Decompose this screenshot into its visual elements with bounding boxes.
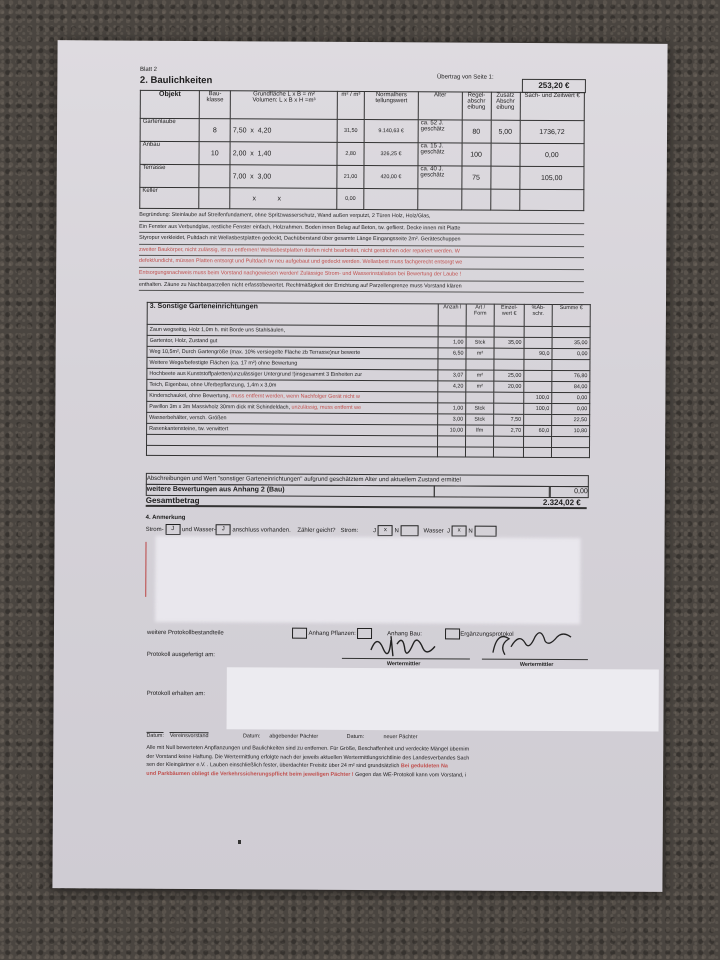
row-width: x — [277, 195, 281, 203]
anhang-pflanzen-label: Anhang Pflanzen: — [308, 630, 356, 638]
row-objekt: Anbau — [140, 141, 199, 164]
garden-item-art — [465, 447, 493, 458]
table-row — [140, 141, 584, 166]
row-bauklasse: 10 — [199, 142, 230, 165]
row-length: 7,00 — [232, 172, 247, 180]
garden-item-einzelwert: 7,50 — [494, 414, 524, 425]
garden-item-label: Kinderschaukel, ohne Bewertung, — [149, 392, 232, 400]
garden-item-anzahl — [437, 446, 465, 457]
row-herstellungswert: 9.140,63 € — [364, 119, 418, 142]
row-herstellungswert — [364, 188, 418, 209]
table-row — [140, 118, 584, 143]
anhang-value: 0,00 — [549, 486, 589, 498]
wasser-label: und Wasser- — [181, 527, 216, 534]
row-regel: 80 — [462, 120, 491, 143]
garden-item-summe: 35,00 — [552, 337, 590, 348]
garden-item-anzahl: 4,20 — [438, 381, 466, 392]
garden-item-art: m² — [466, 348, 494, 359]
garden-title: 3. Sonstige Garteneinrichtungen — [147, 302, 438, 326]
garden-item-abschreibung — [524, 359, 552, 370]
row-zusatz — [490, 166, 519, 189]
garden-item-abschreibung — [524, 326, 552, 337]
garden-item-label: Gartentor, Holz, Zustand gut — [149, 337, 218, 345]
garden-item-text — [147, 357, 438, 370]
garden-item-warning: muss entfernt werden, wenn Nachfolger Gerät nicht w — [231, 393, 360, 400]
garden-item-summe — [551, 447, 589, 458]
garden-item-text — [147, 412, 438, 425]
garden-item-einzelwert — [494, 403, 524, 414]
garden-item-summe: 10,80 — [552, 425, 590, 436]
row-grundflaeche — [230, 142, 337, 166]
redaction-edge — [145, 542, 150, 597]
row-bauklasse: 8 — [199, 119, 230, 142]
garden-item-summe: 0,00 — [552, 392, 590, 403]
garden-item-art: Stck — [466, 414, 494, 425]
anschluss-label: anschluss vorhanden. — [232, 527, 291, 534]
redaction-block — [155, 536, 580, 624]
vereinsvorstand-label: Vereinsvorstand — [169, 732, 209, 740]
anhang-spacer — [434, 485, 551, 498]
row-times: x — [250, 172, 254, 180]
zaehler-label: Zähler geicht? — [297, 527, 336, 534]
garden-item-abschreibung — [523, 447, 551, 458]
row-zusatz — [490, 189, 519, 210]
row-zeitwert — [519, 189, 583, 210]
garden-item-label: Rasenkantensteine, tw. verwittert — [149, 425, 229, 433]
begruendung-line: Begründung: Steinlaube auf Streifenfundament, ohne Spritzwasserschutz, Wand außen verputzt, 2 Türen Holz, Holz/Glas, — [139, 210, 584, 224]
header-alter: Alter — [418, 92, 462, 120]
row-alter: ca. 40 J. geschätz — [418, 166, 462, 189]
garden-item-anzahl: 10,00 — [438, 425, 466, 436]
garden-item-text — [146, 445, 437, 457]
footer-block — [146, 744, 593, 781]
strom-j-label: J — [373, 528, 377, 535]
anhang-pflanzen-checkbox[interactable] — [292, 628, 307, 639]
garden-item-label: Weg 10,5m², Durch Gartengröße (max. 10% versiegelte Fläche zb Terrasse)nur bewerte — [149, 348, 361, 356]
garden-item-abschreibung — [524, 337, 552, 348]
row-length: 7,50 — [232, 126, 247, 134]
garden-item-art — [466, 436, 494, 447]
garden-item-art: Stck — [466, 403, 494, 414]
row-width: 1,40 — [257, 149, 272, 158]
row-area: 21,00 — [337, 165, 364, 188]
table-row — [146, 445, 589, 458]
wertermittler-label-2: Wertermittler — [519, 661, 554, 668]
garden-item-text — [147, 335, 438, 348]
garden-item-anzahl — [438, 436, 466, 447]
wasser-j-checkbox[interactable]: x — [452, 525, 467, 536]
garden-item-einzelwert — [494, 392, 524, 403]
footer-line-tail: Gegen das WE-Protokoll kann vom Vorstand, i — [355, 771, 467, 779]
row-bauklasse — [199, 188, 230, 209]
row-regel: 100 — [462, 143, 491, 166]
row-grundflaeche — [230, 188, 337, 210]
garden-item-text — [147, 368, 438, 381]
garden-item-summe: 0,00 — [552, 403, 590, 414]
garden-item-label: Weitere Wege/befestigte Flächen (ca. 17 m²) ohne Bewertung — [149, 359, 298, 367]
strom-n-label: N — [394, 528, 399, 535]
garden-item-abschreibung: 60,0 — [524, 425, 552, 436]
garden-header-row — [147, 302, 590, 326]
garden-item-summe — [552, 436, 590, 447]
garden-item-art: m² — [466, 381, 494, 392]
garden-item-label: Teich, Eigenbau, ohne Uferbepflanzung, 1,4m x 3,0m — [149, 381, 277, 389]
row-objekt: Keller — [140, 187, 199, 208]
header-art: Art / Form — [466, 304, 494, 326]
garden-item-abschreibung: 100,0 — [524, 392, 552, 403]
garden-item-summe: 76,80 — [552, 370, 590, 381]
garden-item-einzelwert — [494, 326, 524, 337]
footer-line-red: und Parkbäumen obliegt die Verkehrssicherungspflicht beim jeweiligen Pächter ! — [146, 770, 356, 778]
row-regel — [461, 189, 490, 210]
garden-item-einzelwert: 25,00 — [494, 370, 524, 381]
table-row — [140, 187, 584, 210]
anmerkung-title: 4. Anmerkung — [145, 514, 186, 522]
garden-item-einzelwert — [493, 447, 523, 458]
anmerkung-line — [146, 524, 497, 537]
anhang-label: weitere Bewertungen aus Anhang 2 (Bau) — [146, 484, 435, 498]
protokoll-bestandteile-line — [147, 627, 514, 640]
carry-over-label: Übertrag von Seite 1: — [436, 74, 494, 81]
garden-item-einzelwert: 35,00 — [494, 337, 524, 348]
garden-item-einzelwert — [494, 436, 524, 447]
garden-item-abschreibung — [524, 381, 552, 392]
row-times: x — [250, 149, 254, 157]
header-regelabschreibung: Regel-abschr eibung — [462, 92, 491, 120]
header-zusatzabschreibung: Zusatz Abschr eibung — [491, 92, 520, 120]
row-length: x — [252, 194, 257, 202]
row-zusatz — [491, 143, 520, 166]
garden-item-summe — [552, 359, 590, 370]
row-alter: ca. 15 J. geschätz — [418, 143, 462, 166]
begruendung-line: Ein Fenster aus Verbundglas, restliche Fenster einfach, Holzrahmen. Boden innen Belag auf Beton, tw. gefliest. Decke innen mit Platte — [139, 221, 584, 235]
row-length: 2,00 — [232, 149, 247, 157]
page-mark — [238, 840, 241, 844]
garden-item-anzahl: 1,00 — [438, 337, 466, 348]
gesamt-row — [146, 496, 587, 509]
garden-item-abschreibung: 90,0 — [524, 348, 552, 359]
datum-label-3: Datum: — [346, 733, 365, 741]
row-bauklasse — [199, 165, 230, 188]
garden-item-anzahl: 1,00 — [438, 403, 466, 414]
garden-item-summe: 22,50 — [552, 414, 590, 425]
row-objekt: Gartenlaube — [140, 118, 199, 141]
wasser-n-label: N — [468, 528, 473, 535]
ergaenzung-checkbox[interactable] — [445, 628, 460, 639]
abschreibung-note: Abschreibungen und Wert "sonstiger Garteneinrichtungen" aufgrund geschätztem Alter und aktuellem Zustand ermittel — [146, 473, 589, 487]
row-alter — [418, 189, 462, 210]
signature-1 — [367, 630, 447, 660]
neuer-label: neuer Pächter — [383, 734, 418, 741]
garden-rows — [146, 324, 590, 458]
section-title-buildings: 2. Baulichkeiten — [139, 74, 213, 87]
header-bauklasse: Bau-klasse — [199, 91, 230, 119]
footer-line-red: Bei geduldeten Na — [400, 763, 448, 770]
garden-item-abschreibung: 100,0 — [524, 403, 552, 414]
footer-line: der Vorstand keine Haftung. Die Wertermittlung erfolgte nach der jeweils aktuellen Wertermittlungsrichtlinie des Landesverbandes Sach — [146, 753, 470, 762]
begruendung-line: defekt/undicht, müssen Platten entsorgt und Pultdach tw neu aufgebaut und gedeckt werden. Wellasbest muss fachgerecht entsorgt we — [139, 256, 584, 270]
row-zeitwert: 0,00 — [520, 143, 585, 166]
header-einzelwert: Einzel-wert € — [494, 304, 524, 326]
ausgefertigt-label: Protokoll ausgefertigt am: — [146, 651, 215, 659]
carry-over-value: 253,20 € — [522, 79, 586, 93]
garden-item-art — [466, 326, 494, 337]
garden-item-art — [466, 359, 494, 370]
garden-item-einzelwert: 2,70 — [494, 425, 524, 436]
abgebender-label: abgebender Pächter — [269, 733, 319, 740]
garden-item-text — [147, 346, 438, 359]
header-abschreibung: %Ab-schr. — [524, 304, 552, 326]
row-regel: 75 — [461, 166, 490, 189]
table-row — [140, 164, 584, 189]
header-summe: Summe € — [552, 304, 590, 326]
gesamt-label: Gesamtbetrag — [145, 495, 200, 506]
garden-item-einzelwert: 20,00 — [494, 381, 524, 392]
row-width: 3,00 — [257, 172, 272, 181]
gesamt-value: 2.324,02 € — [542, 497, 581, 508]
datum-label-2: Datum: — [242, 733, 261, 740]
strom2-label: Strom: — [340, 527, 359, 535]
row-grundflaeche — [230, 165, 337, 189]
row-area: 2,80 — [337, 142, 364, 165]
garden-item-summe — [552, 326, 590, 337]
garden-item-text — [147, 324, 438, 337]
garden-item-abschreibung — [524, 414, 552, 425]
garden-item-text — [147, 390, 438, 403]
wasser-checkbox[interactable]: J — [216, 524, 231, 535]
strom-n-checkbox[interactable] — [401, 525, 419, 536]
garden-item-art — [466, 392, 494, 403]
garden-item-anzahl — [438, 359, 466, 370]
garden-item-anzahl — [438, 326, 466, 337]
begruendung-line: Entsorgungsnachweis muss beim Vorstand nachgewiesen werden! Zulässige Strom- und Wasserinstallation bei Bewertung der Laube ! — [139, 268, 584, 282]
wasser-j-label: J — [446, 528, 451, 535]
garden-item-label: Hochbeete aus Kunststoffpaletten(unzulässiger Untergrund !)insgesammt 3 Einheiten zur — [149, 370, 363, 378]
garden-item-anzahl — [438, 392, 466, 403]
header-objekt: Objekt — [140, 90, 199, 118]
header-m2: m² / m³ — [337, 91, 364, 119]
garden-item-art: m² — [466, 370, 494, 381]
header-grundflaeche: Grundfläche L x B = m² Volumen: L x B x H =m³ — [230, 91, 337, 120]
footer-line-text: sen der Kleingärtner e.V. . Lauben einschließlich fester, überdachter Freisitz über 24 m² sind grundsätzlich — [146, 762, 401, 770]
garden-item-summe: 0,00 — [552, 348, 590, 359]
wertermittler-label-1: Wertermittler — [386, 661, 421, 668]
row-area: 31,50 — [337, 119, 364, 142]
begruendung-line: zweiter Baukörper, nicht zulässig, ist zu entfernen! Wellasbestplatten dürfen nicht bearbeitet, nicht gestrichen oder repariert werden. W — [139, 245, 584, 259]
row-zeitwert: 105,00 — [519, 166, 584, 189]
row-times: x — [250, 126, 254, 134]
row-herstellungswert: 420,00 € — [364, 165, 418, 188]
garden-item-text — [147, 423, 438, 436]
garden-item-einzelwert — [494, 348, 524, 359]
ergaenzung-label: Ergänzungsprotokol — [460, 631, 514, 638]
garden-item-anzahl: 3,07 — [438, 370, 466, 381]
row-width: 4,20 — [257, 126, 272, 135]
garden-item-text — [147, 379, 438, 392]
strom-j-checkbox[interactable]: x — [378, 525, 393, 536]
buildings-header-row — [140, 90, 584, 120]
footer-line: Alle mit Null bewerteten Anpflanzungen und Baulichkeiten sind zu entfernen. Für Größe, Beschaffenheit und verdeckte Mängel übernim — [146, 744, 470, 753]
buildings-table — [139, 90, 585, 211]
garden-item-art: Stck — [466, 337, 494, 348]
header-normalherstellungswert: Normalhers tellungswert — [364, 91, 418, 119]
row-area: 0,00 — [337, 188, 364, 209]
row-alter: ca. 52 J. geschätz — [418, 120, 462, 143]
row-grundflaeche — [230, 119, 337, 143]
garden-item-abschreibung — [524, 436, 552, 447]
strom-checkbox[interactable]: J — [165, 524, 180, 535]
begruendung-block — [139, 210, 584, 293]
garden-item-anzahl: 3,00 — [438, 414, 466, 425]
redaction-block-2 — [227, 667, 659, 731]
garden-item-label: Pavillon 3m x 3m Massivholz 30mm dick mit Schindeldach, — [149, 403, 292, 411]
garden-item-label: Wasserbehälter, versch. Größen — [149, 414, 227, 422]
row-zeitwert: 1736,72 — [520, 120, 585, 143]
garden-item-einzelwert — [494, 359, 524, 370]
garden-item-abschreibung — [524, 370, 552, 381]
bestandteile-label: weitere Protokollbestandteile — [147, 629, 224, 637]
row-herstellungswert: 326,25 € — [364, 142, 418, 165]
datum-label-1: Datum: — [146, 732, 164, 739]
garden-item-summe: 84,00 — [552, 381, 590, 392]
garden-item-art: lfm — [466, 425, 494, 436]
wasser-n-checkbox[interactable] — [474, 526, 496, 537]
garden-item-label: Zaun wegseitig, Holz 1,0m h. mit Borde uns Stahlsäulen, — [149, 326, 286, 334]
garden-item-text — [147, 401, 438, 414]
garden-table — [146, 302, 591, 459]
row-zusatz: 5,00 — [491, 120, 520, 143]
garden-item-anzahl: 6,50 — [438, 348, 466, 359]
strom-label: Strom- — [145, 526, 164, 534]
row-objekt: Terrasse — [140, 164, 199, 187]
header-anzahl: Anzah l — [438, 304, 466, 326]
begruendung-line: enthalten. Zäune zu Nachbarparzellen nicht erfasst/bewertet. Rechtmäßigkeit der Errichtung auf Parzellengrenze muss Vorstand klären — [139, 279, 584, 293]
signature-2 — [487, 629, 582, 661]
wasser2-label: Wasser — [423, 528, 444, 535]
anhang-bau-label: Anhang Bau: — [387, 631, 422, 638]
header-zeitwert: Sach- und Zeitwert € — [520, 92, 585, 120]
sheet-number: Blatt 2 — [139, 66, 158, 73]
erhalten-label: Protokoll erhalten am: — [146, 690, 206, 698]
begruendung-line: Styropur verkleidet, Pultdach mit Wellasbestplatten gedeckt, Dachüberstand über gesamte Länge Eingangsseite 2m². Geräteschuppen — [139, 233, 584, 247]
garden-item-warning: unzulässig, muss entfernt we — [291, 404, 362, 411]
